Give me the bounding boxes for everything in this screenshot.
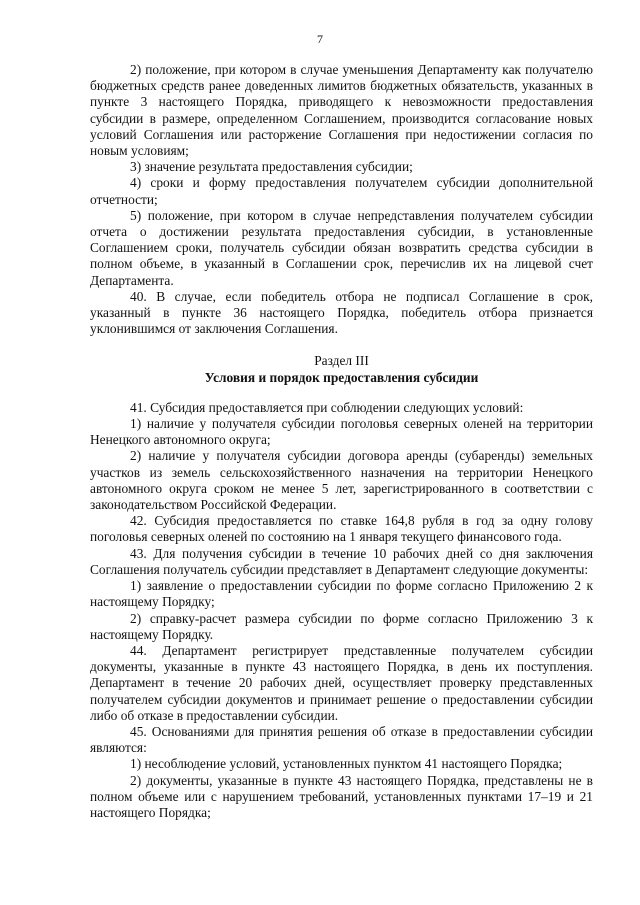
page-number: 7 (317, 32, 323, 46)
paragraph: 2) справку-расчет размера субсидии по форме согласно Приложению 3 к настоящему Порядку. (90, 610, 593, 642)
section-title: Условия и порядок предоставления субсидии (204, 369, 479, 385)
paragraph: 3) значение результата предоставления субсидии; (130, 159, 413, 175)
paragraph: 44. Департамент регистрирует представленные получателем субсидии документы, указанные в пункте 43 настоящего Порядка, в день их поступления. Департамент в течение 20 рабочих дней, осуществляет проверку представленных получателем субсидии документов и принимает решение о предоставлении субсидии либо об отказе в предоставлении субсидии. (90, 642, 593, 723)
paragraph: 42. Субсидия предоставляется по ставке 164,8 рубля в год за одну голову поголовья северных оленей по состоянию на 1 января текущего финансового года. (90, 513, 593, 545)
document-body (90, 62, 593, 821)
paragraph: 43. Для получения субсидии в течение 10 рабочих дней со дня заключения Соглашения получатель субсидии представляет в Департамент следующие документы: (90, 545, 593, 577)
paragraph: 2) документы, указанные в пункте 43 настоящего Порядка, представлены не в полном объеме или с нарушением требований, установленных пунктами 17–19 и 21 настоящего Порядка; (90, 772, 593, 820)
paragraph: 1) заявление о предоставлении субсидии по форме согласно Приложению 2 к настоящему Порядку; (90, 578, 593, 610)
section-heading (90, 353, 593, 385)
paragraph: 4) сроки и форму предоставления получателем субсидии дополнительной отчетности; (90, 175, 593, 207)
paragraph: 2) положение, при котором в случае уменьшения Департаменту как получателю бюджетных средств ранее доведенных лимитов бюджетных обязательств, указанных в пункте 3 настоящего Порядка, приводящего к невозможности предоставления субсидии в размере, определенном Соглашением, производится согласование новых условий Соглашения или расторжение Соглашения при недостижении согласия по новым условиям; (90, 62, 593, 159)
paragraph: 2) наличие у получателя субсидии договора аренды (субаренды) земельных участков из земель сельскохозяйственного назначения на территории Ненецкого автономного округа сроком не менее 5 лет, зарегистрированного в соответствии с законодательством Российской Федерации. (90, 448, 593, 513)
paragraph: 5) положение, при котором в случае непредставления получателем субсидии отчета о достижении результата предоставления субсидии, в установленные Соглашением сроки, получатель субсидии обязан возвратить средства субсидии в полном объеме, в указанный в Соглашении срок, перечислив их на лицевой счет Департамента. (90, 207, 593, 288)
paragraph: 1) несоблюдение условий, установленных пунктом 41 настоящего Порядка; (130, 756, 563, 772)
paragraph: 41. Субсидия предоставляется при соблюдении следующих условий: (130, 399, 524, 415)
paragraph: 1) наличие у получателя субсидии поголовья северных оленей на территории Ненецкого автономного округа; (90, 416, 593, 448)
section-label: Раздел III (314, 353, 369, 369)
paragraph: 40. В случае, если победитель отбора не подписал Соглашение в срок, указанный в пункте 36 настоящего Порядка, победитель отбора признается уклонившимся от заключения Соглашения. (90, 288, 593, 337)
paragraph: 45. Основаниями для принятия решения об отказе в предоставлении субсидии являются: (90, 723, 593, 756)
